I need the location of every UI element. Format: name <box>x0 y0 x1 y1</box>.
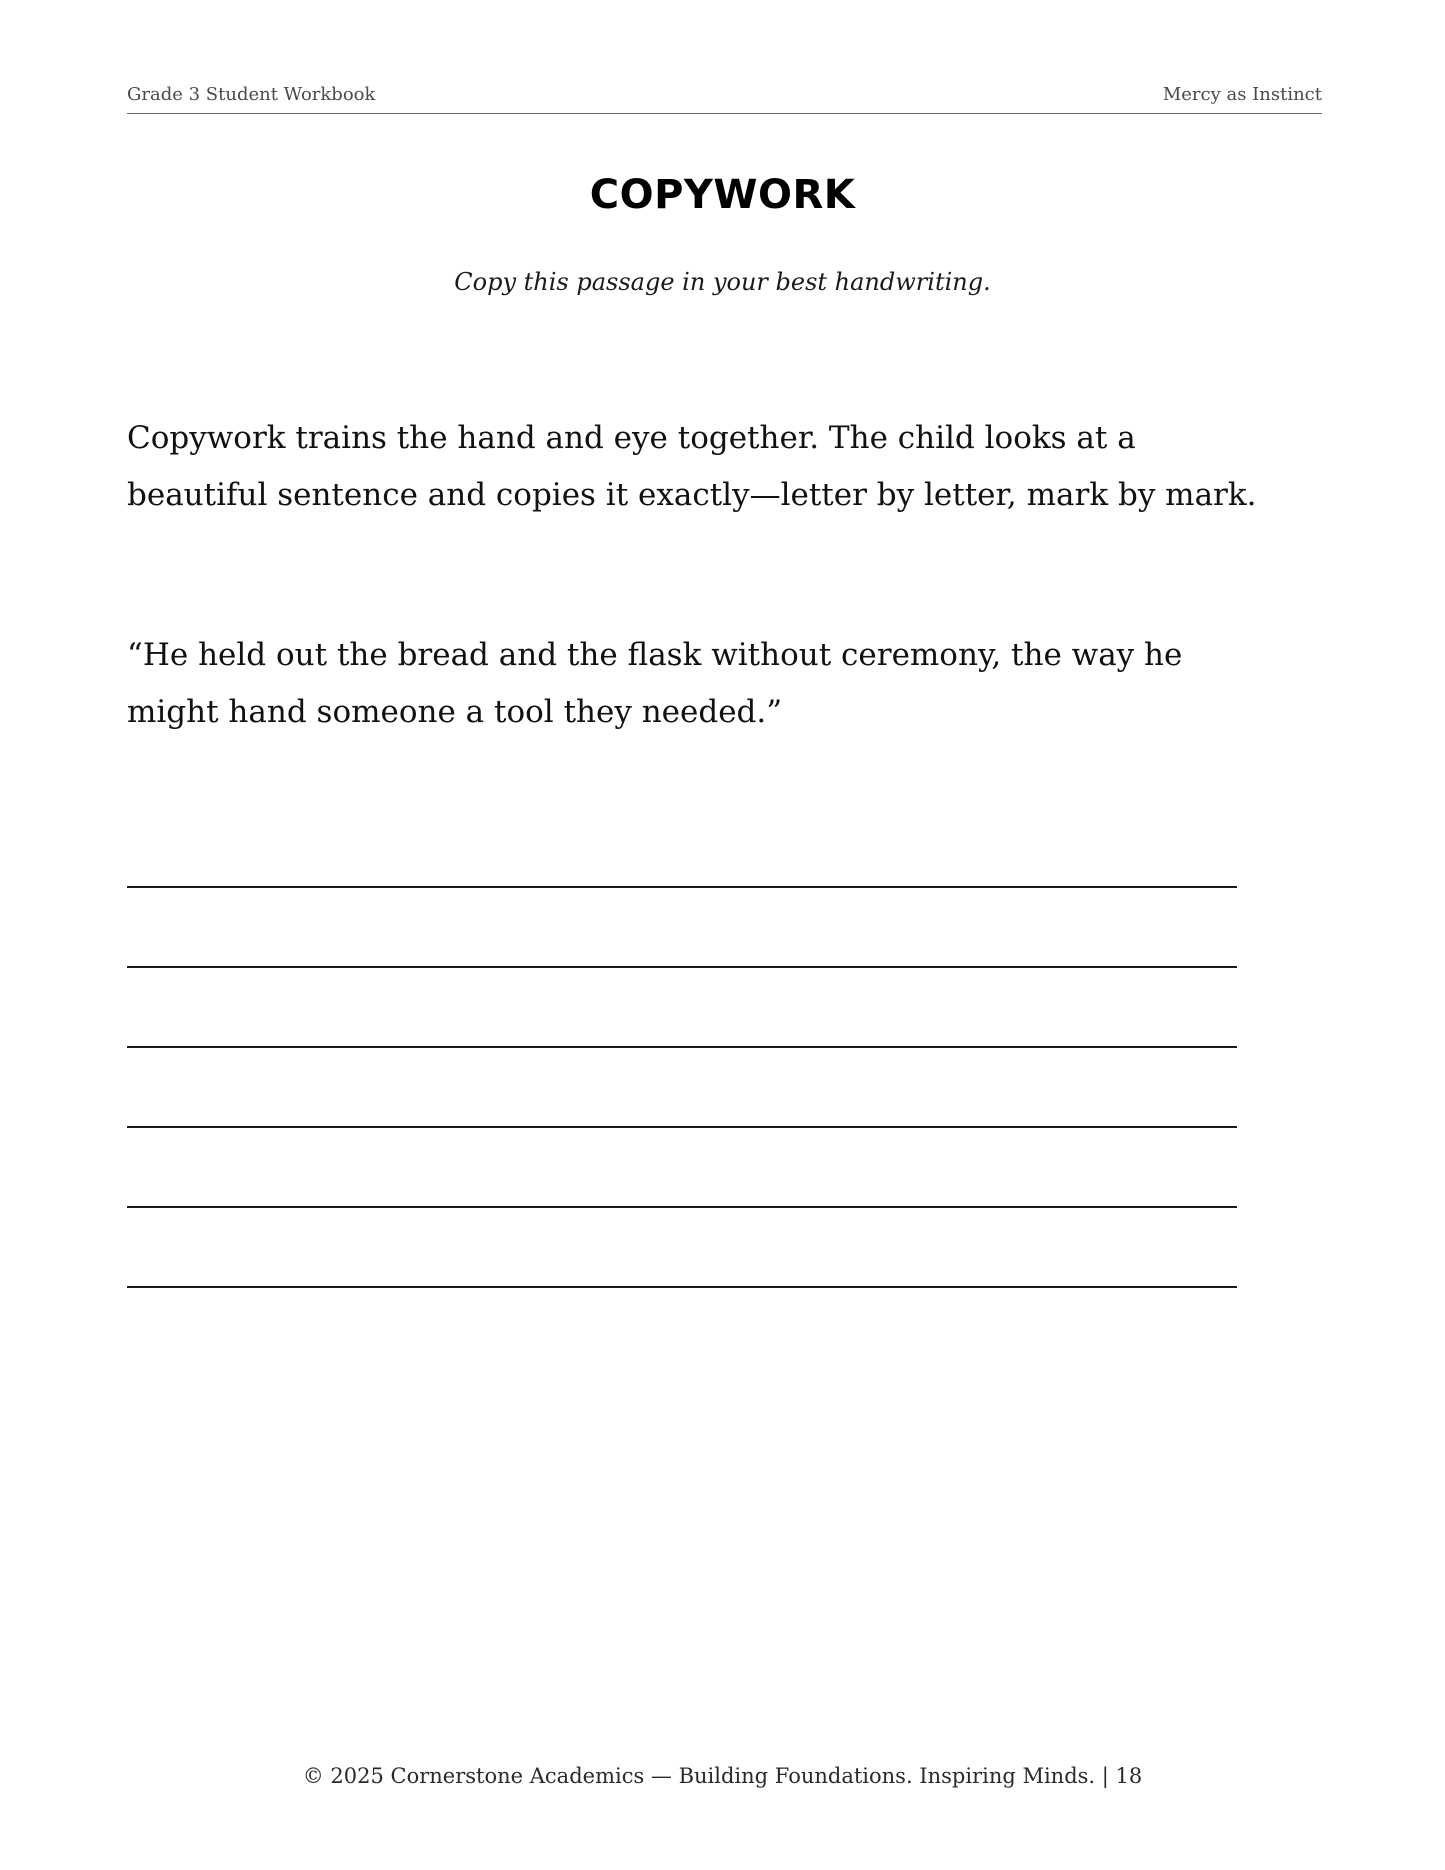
writing-lines <box>127 886 1237 1366</box>
writing-line <box>127 1046 1237 1048</box>
instruction-text: Copy this passage in your best handwriting. <box>454 268 991 296</box>
writing-line <box>127 1126 1237 1128</box>
page-header <box>127 84 1322 114</box>
writing-line <box>127 886 1237 888</box>
page-footer: © 2025 Cornerstone Academics — Building Foundations. Inspiring Minds. | 18 <box>302 1764 1143 1788</box>
writing-line <box>127 1286 1237 1288</box>
workbook-title: Grade 3 Student Workbook <box>127 84 376 105</box>
writing-line <box>127 1206 1237 1208</box>
writing-line <box>127 966 1237 968</box>
unit-title: Mercy as Instinct <box>1162 84 1322 105</box>
copy-passage: “He held out the bread and the flask without ceremony, the way he might hand someone a tool they needed.” <box>127 637 1183 730</box>
intro-paragraph: Copywork trains the hand and eye together. The child looks at a beautiful sentence and copies it exactly—letter by letter, mark by mark. <box>127 420 1257 513</box>
page-title: COPYWORK <box>589 172 856 218</box>
